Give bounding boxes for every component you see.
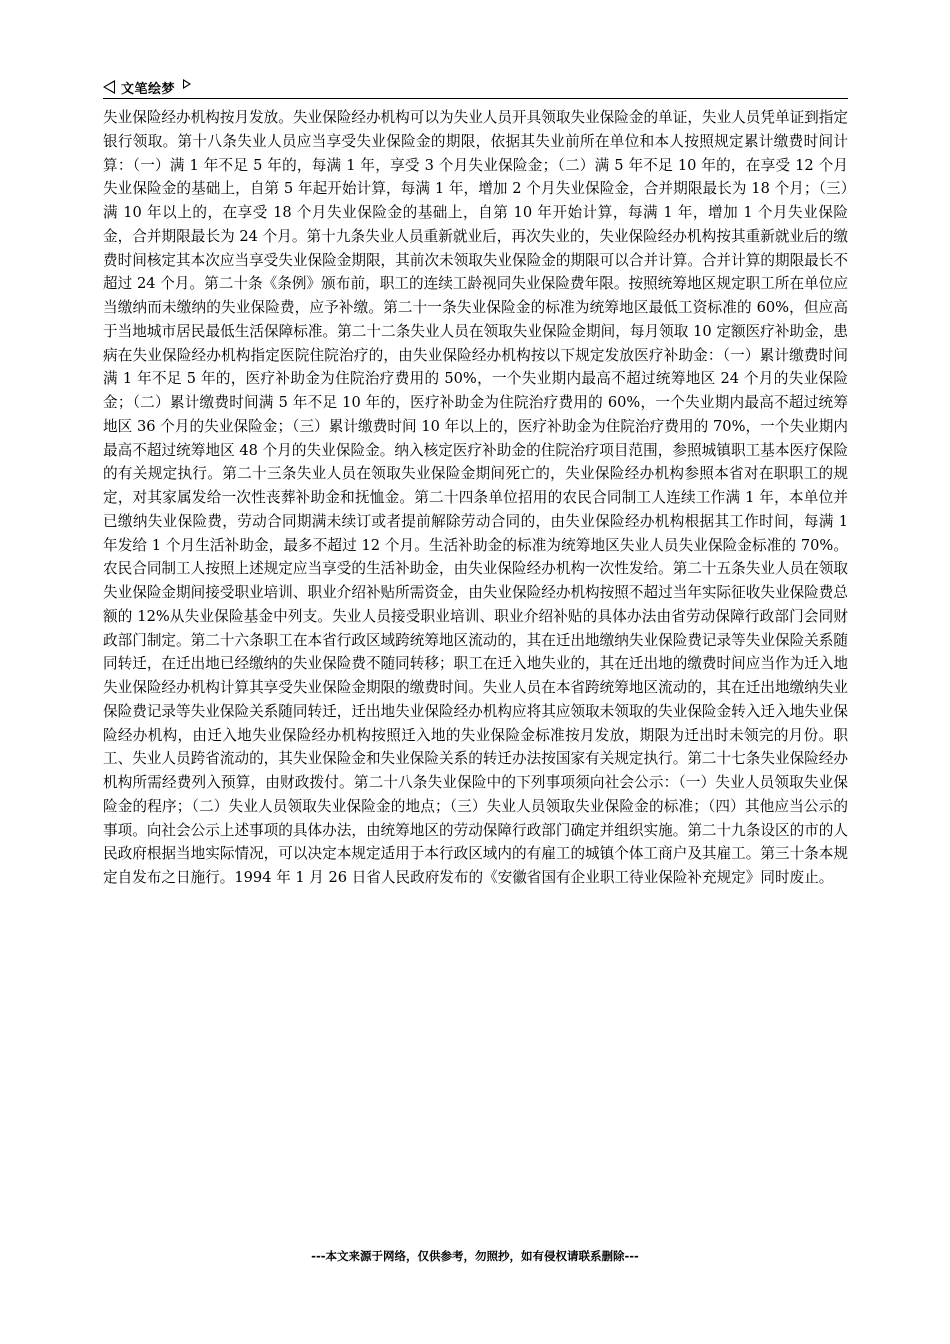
triangle-left-outline-icon xyxy=(103,80,115,94)
header-title: 文笔绘梦 xyxy=(121,81,176,97)
page-header xyxy=(103,76,848,99)
triangle-right-outline-icon xyxy=(183,79,191,89)
document-body-text: 失业保险经办机构按月发放。失业保险经办机构可以为失业人员开具领取失业保险金的单证，失业人员凭单证到指定银行领取。第十八条失业人员应当享受失业保险金的期限，依据其失业前所在单位和本人按照规定累计缴费时间计算：（一）满 1 年不足 5 年的，每满 1 年，享受 3 个月失业保险金；（二）满 5 年不足 10 年的，在享受 12 个月失业保险金的基础上，自第 5 年起开始计算，每满 1 年，增加 2 个月失业保险金，合并期限最长为 18 个月；（三）满 10 年以上的，在享受 18 个月失业保险金的基础上，自第 10 年开始计算，每满 1 年，增加 1 个月失业保险金，合并期限最长为 24 个月。第十九条失业人员重新就业后，再次失业的，失业保险经办机构按其重新就业后的缴费时间核定其本次应当享受失业保险金期限，其前次未领取失业保险金的期限可以合并计算。合并计算的期限最长不超过 24 个月。第二十条《条例》颁布前，职工的连续工龄视同失业保险费年限。按照统筹地区规定职工所在单位应当缴纳而未缴纳的失业保险费，应予补缴。第二十一条失业保险金的标准为统筹地区最低工资标准的 60%，但应高于当地城市居民最低生活保障标准。第二十二条失业人员在领取失业保险金期间，每月领取 10 定额医疗补助金，患病在失业保险经办机构指定医院住院治疗的，由失业保险经办机构按以下规定发放医疗补助金：（一）累计缴费时间满 1 年不足 5 年的，医疗补助金为住院治疗费用的 50%，一个失业期内最高不超过统筹地区 24 个月的失业保险金；（二）累计缴费时间满 5 年不足 10 年的，医疗补助金为住院治疗费用的 60%，一个失业期内最高不超过统筹地区 36 个月的失业保险金；（三）累计缴费时间 10 年以上的，医疗补助金为住院治疗费用的 70%，一个失业期内最高不超过统筹地区 48 个月的失业保险金。纳入核定医疗补助金的住院治疗项目范围，参照城镇职工基本医疗保险的有关规定执行。第二十三条失业人员在领取失业保险金期间死亡的，失业保险经办机构参照本省对在职职工的规定，对其家属发给一次性丧葬补助金和抚恤金。第二十四条单位招用的农民合同制工人连续工作满 1 年，本单位并已缴纳失业保险费，劳动合同期满未续订或者提前解除劳动合同的，由失业保险经办机构根据其工作时间，每满 1 年发给 1 个月生活补助金，最多不超过 12 个月。生活补助金的标准为统筹地区失业人员失业保险金标准的 70%。农民合同制工人按照上述规定应当享受的生活补助金，由失业保险经办机构一次性发给。第二十五条失业人员在领取失业保险金期间接受职业培训、职业介绍补贴所需资金，由失业保险经办机构按照不超过当年实际征收失业保险费总额的 12%从失业保险基金中列支。失业人员接受职业培训、职业介绍补贴的具体办法由省劳动保障行政部门会同财政部门制定。第二十六条职工在本省行政区域跨统筹地区流动的，其在迁出地缴纳失业保险费记录等失业保险关系随同转迁，在迁出地已经缴纳的失业保险费不随同转移；职工在迁入地失业的，其在迁出地的缴费时间应当作为迁入地失业保险经办机构计算其享受失业保险金期限的缴费时间。失业人员在本省跨统筹地区流动的，其在迁出地缴纳失业保险费记录等失业保险关系随同转迁，迁出地失业保险经办机构应将其应领取未领取的失业保险金转入迁入地失业保险经办机构，由迁入地失业保险经办机构按照迁入地的失业保险金标准按月发放，期限为迁出时未领完的月份。职工、失业人员跨省流动的，其失业保险金和失业保险关系的转迁办法按国家有关规定执行。第二十七条失业保险经办机构所需经费列入预算，由财政拨付。第二十八条失业保险中的下列事项须向社会公示：（一）失业人员领取失业保险金的程序；（二）失业人员领取失业保险金的地点；（三）失业人员领取失业保险金的标准；（四）其他应当公示的事项。向社会公示上述事项的具体办法，由统筹地区的劳动保障行政部门确定并组织实施。第二十九条设区的市的人民政府根据当地实际情况，可以决定本规定适用于本行政区域内的有雇工的城镇个体工商户及其雇工。第三十条本规定自发布之日施行。1994 年 1 月 26 日省人民政府发布的《安徽省国有企业职工待业保险补充规定》同时废止。 xyxy=(103,109,848,886)
page-footer-disclaimer: ---本文来源于网络，仅供参考，勿照抄，如有侵权请联系删除--- xyxy=(311,1249,639,1263)
